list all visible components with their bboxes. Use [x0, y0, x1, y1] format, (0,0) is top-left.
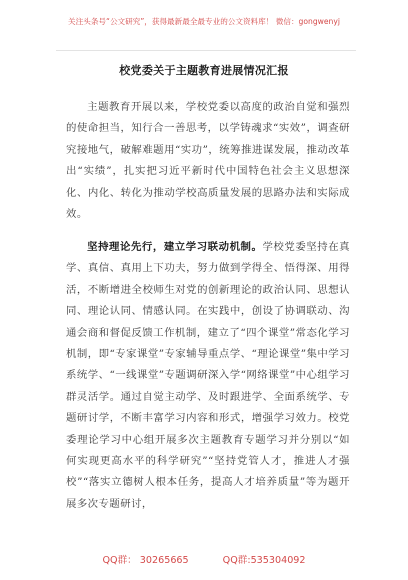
paragraph-1: [66, 97, 350, 225]
footer-qq-group-2: QQ群:535304092: [222, 555, 306, 566]
paragraph-2: [66, 237, 350, 515]
paragraph-2-text: 学校党委坚持在真学、真信、真用上下功夫，努力做到学得全、悟得深、用得活，不断增进全校师生对党的创新理论的政治认同、思想认同、理论认同、情感认同。在实践中，创设了协调联动、沟通会商和督促反馈工作机制，建立了“四个课堂”常态化学习机制，即“专家课堂”专家辅导重点学、“理论课堂”集中学习系统学、“一线课堂”专题调研深入学“网络课堂”中心组学习群灵活学。通过自觉主动学、及时跟进学、全面系统学、专题研讨学，不断丰富学习内容和形式，增强学习效力。校党委理论学习中心组开展多次主题教育专题学习并分别以“如何实现更高水平的科学研究”“坚持党管人才，推进人才强校”“落实立德树人根本任务，提高人才培养质量”等为题开展多次专题研讨，: [66, 241, 350, 510]
header-banner: 关注头条号“公文研究”，获得最新最全最专业的公文资料库！ 微信：gongwenyj: [68, 17, 340, 26]
paragraph-2-lead: 坚持理论先行，建立学习联动机制。: [87, 241, 263, 253]
footer-qq-group-1: QQ群： 30265665: [102, 555, 189, 566]
header-divider: [56, 50, 356, 51]
footer: [0, 552, 408, 566]
document-title: 校党委关于主题教育进展情况汇报: [119, 64, 289, 77]
paragraph-1-text: 主题教育开展以来，学校党委以高度的政治自觉和强烈的使命担当，知行合一善思考，以学铸魂求“实效”，调查研究接地气，破解难题用“实功”，统筹推进谋发展，推动改革出“实绩”，扎实把习近平新时代中国特色社会主义思想深化、内化、转化为推动学校高质量发展的思路办法和实际成效。: [66, 101, 350, 221]
